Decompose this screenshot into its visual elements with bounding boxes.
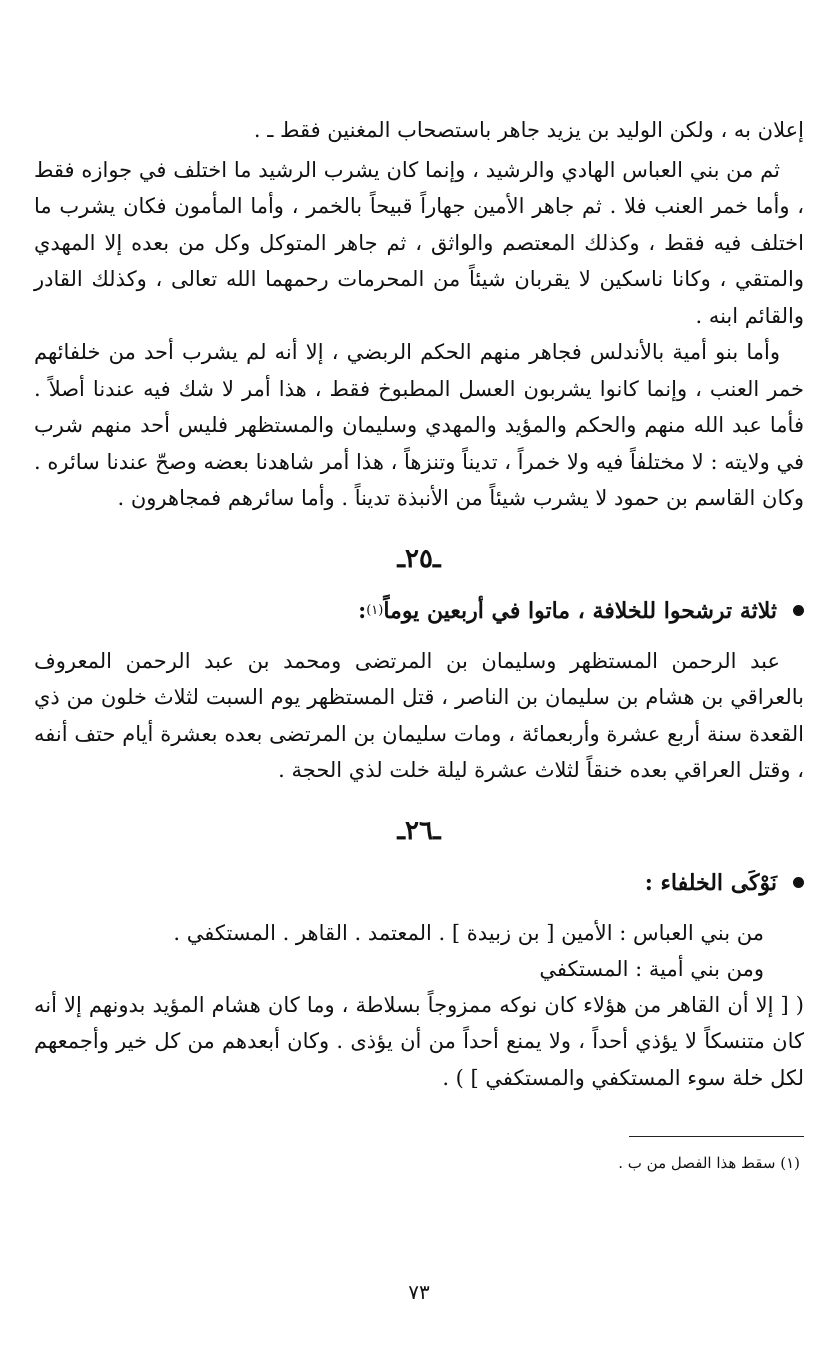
section-heading-26 [34,865,804,901]
section-number-26: ـ٢٦ـ [397,815,441,846]
section-heading-26-text: نَوْكَى الخلفاء : [644,869,777,896]
footnote: (١) سقط هذا الفصل من ب . [618,1154,800,1172]
bullet-icon [793,877,804,888]
section-heading-25-text: ثلاثة ترشحوا للخلافة ، ماتوا في أربعين يوماً [383,597,777,624]
abbasid-fools-line: من بني العباس : الأمين [ بن زبيدة ] . المعتمد . القاهر . المستكفي . [173,920,764,945]
umayyad-fools-line: ومن بني أمية : المستكفي [539,956,764,981]
section-number-25: ـ٢٥ـ [397,543,441,574]
abbasid-paragraph: ثم من بني العباس الهادي والرشيد ، وإنما كان يشرب الرشيد ما اختلف في جوازه فقط ، وأما خمر العنب فلا . ثم جاهر الأمين جهاراً قبيحاً بالخمر ، وأما المأمون فكان يشرب ما اختلف فيه فقط ، وكذلك المعتصم والواثق ، ثم جاهر المتوكل وكل من بعده إلا المهدي والمتقي ، وكانا ناسكين لا يقربان شيئاً من المحرمات رحمهما الله تعالى ، وكذلك القادر والقائم ابنه . [34,157,804,328]
bullet-icon [793,605,804,616]
section-25-paragraph: عبد الرحمن المستظهر وسليمان بن المرتضى ومحمد بن عبد الرحمن المعروف بالعراقي بن هشام بن سليمان بن الناصر ، قتل المستظهر يوم السبت لثلاث خلون من ذي القعدة سنة أربع عشرة وأربعمائة ، ومات سليمان بن المرتضى بعده بعشرة أيام حتف أنفه ، وقتل العراقي بعده خنقاً لثلاث عشرة ليلة خلت لذي الحجة . [34,648,804,782]
umayyad-paragraph: وأما بنو أمية بالأندلس فجاهر منهم الحكم الربضي ، إلا أنه لم يشرب أحد من خلفائهم خمر العنب ، وإنما كانوا يشربون العسل المطبوخ فقط ، هذا أمر لا شك فيه عندنا أصلاً . فأما عبد الله منهم والحكم والمؤيد والمهدي وسليمان والمستظهر فليس أحد منهم شرب في ولايته : لا مختلفاً فيه ولا خمراً ، تديناً وتنزهاً ، هذا أمر شاهدنا بعضه وصحّ عندنا سائره . وكان القاسم بن حمود لا يشرب شيئاً من الأنبذة تديناً . وأما سائرهم فمجاهرون . [34,340,804,510]
intro-paragraph: إعلان به ، ولكن الوليد بن يزيد جاهر باستصحاب المغنين فقط ـ . [253,118,804,142]
page-number: ٧٣ [408,1280,430,1304]
section-heading-25-colon: : [358,597,367,624]
section-heading-25 [34,593,804,629]
section-26-paragraph: ( [ إلا أن القاهر من هؤلاء كان نوكه ممزوجاً بسلاطة ، وما كان هشام المؤيد بدونهم إلا أنه كان متنسكاً لا يؤذي أحداً ، ولا يمنع أحداً من أن يؤذى . وكان أبعدهم من كل خير وأجمعهم لكل خلة سوء المستكفي والمستكفي ] ) . [34,992,804,1090]
footnote-ref: (١) [366,602,384,618]
footnote-divider [629,1136,804,1137]
